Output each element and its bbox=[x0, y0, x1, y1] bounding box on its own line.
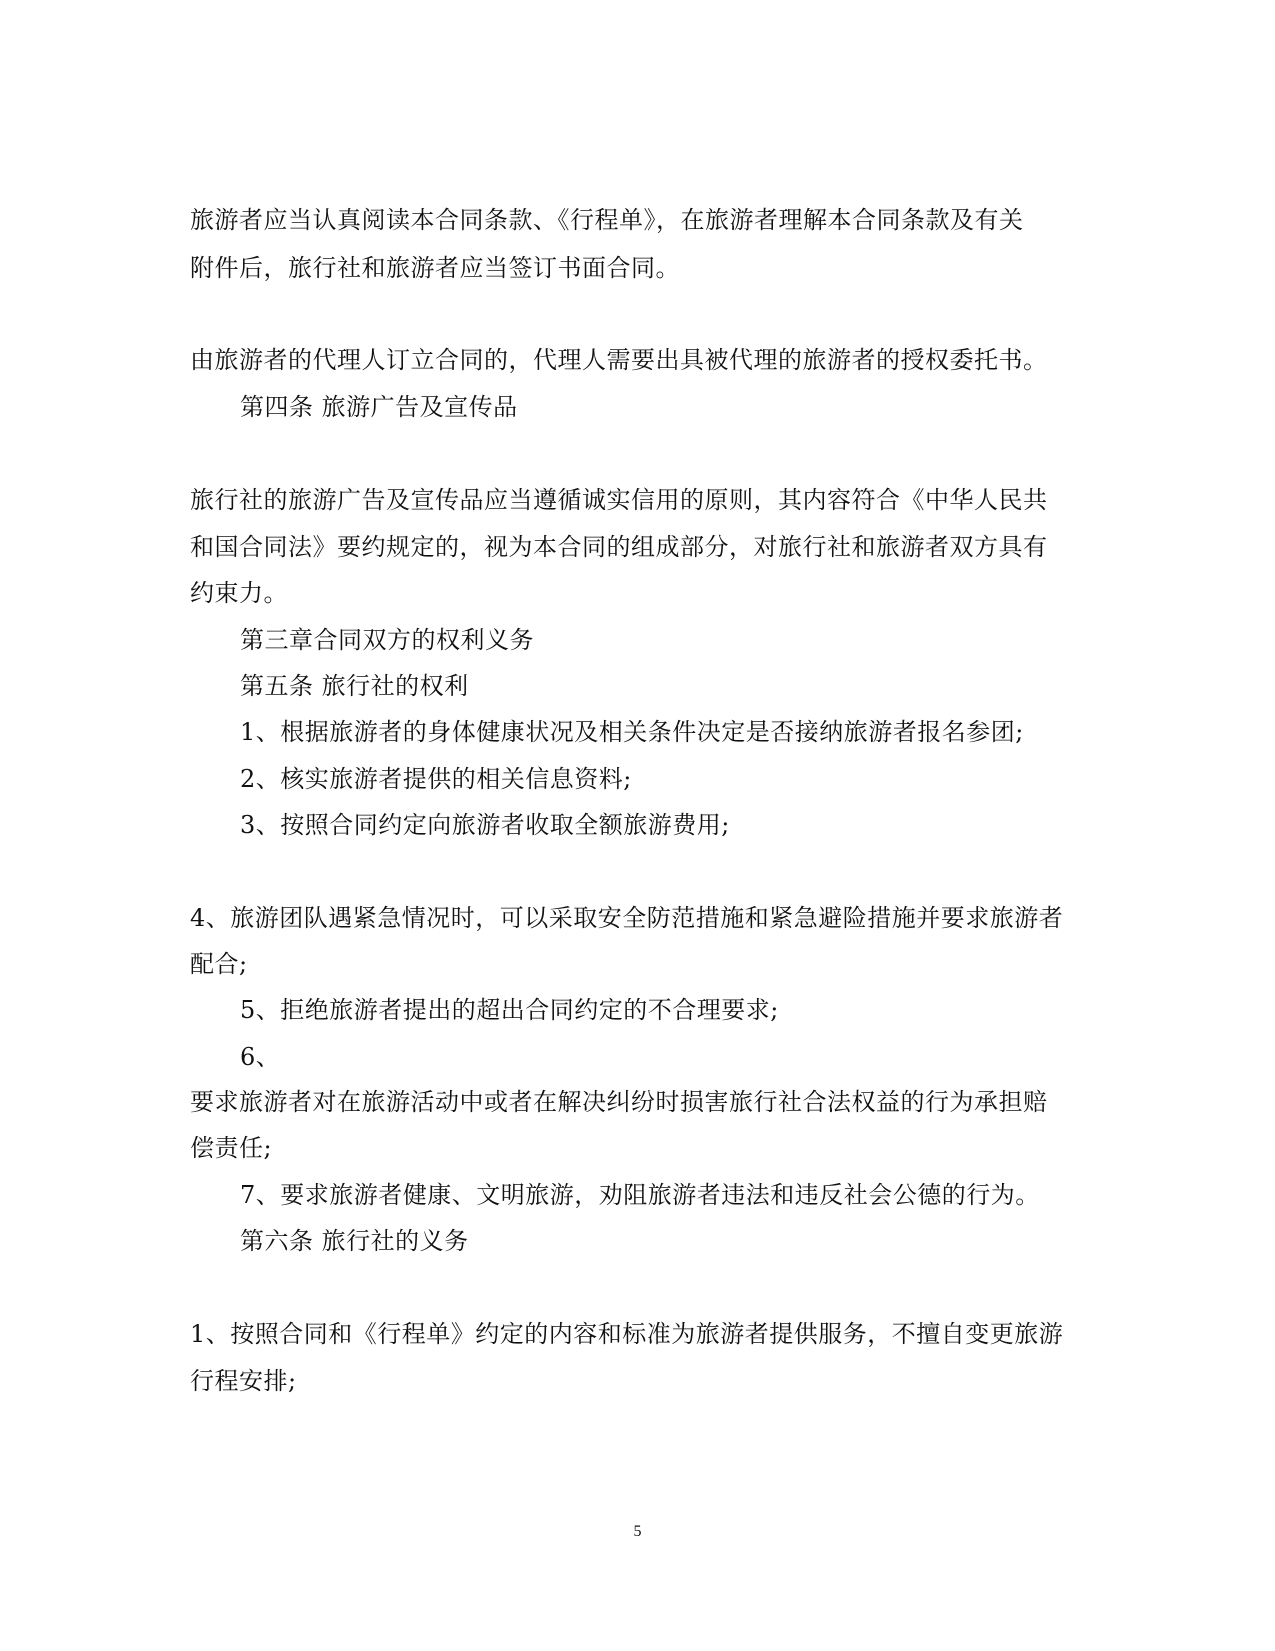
article-heading: 第四条 旅游广告及宣传品 bbox=[240, 393, 518, 421]
paragraph-line: 由旅游者的代理人订立合同的，代理人需要出具被代理的旅游者的授权委托书。 bbox=[190, 346, 1048, 374]
list-item: 3、按照合同约定向旅游者收取全额旅游费用; bbox=[240, 811, 730, 839]
list-item: 5、拒绝旅游者提出的超出合同约定的不合理要求; bbox=[240, 996, 779, 1024]
chapter-heading: 第三章合同双方的权利义务 bbox=[240, 626, 534, 654]
list-item: 1、按照合同和《行程单》约定的内容和标准为旅游者提供服务，不擅自变更旅游 bbox=[190, 1320, 1064, 1348]
list-item-continuation: 偿责任; bbox=[190, 1134, 273, 1162]
page-number: 5 bbox=[633, 1523, 642, 1540]
list-item-continuation: 行程安排; bbox=[190, 1367, 297, 1395]
paragraph-line: 旅行社的旅游广告及宣传品应当遵循诚实信用的原则，其内容符合《中华人民共 bbox=[190, 486, 1048, 514]
article-heading: 第六条 旅行社的义务 bbox=[240, 1227, 469, 1255]
paragraph-line: 约束力。 bbox=[190, 579, 288, 607]
list-item-continuation: 配合; bbox=[190, 950, 248, 978]
paragraph-line: 旅游者应当认真阅读本合同条款、《行程单》，在旅游者理解本合同条款及有关 bbox=[190, 206, 1024, 234]
list-item: 1、根据旅游者的身体健康状况及相关条件决定是否接纳旅游者报名参团; bbox=[240, 718, 1024, 746]
list-item: 7、要求旅游者健康、文明旅游，劝阻旅游者违法和违反社会公德的行为。 bbox=[240, 1181, 1040, 1209]
list-item-continuation: 要求旅游者对在旅游活动中或者在解决纠纷时损害旅行社合法权益的行为承担赔 bbox=[190, 1088, 1048, 1116]
article-heading: 第五条 旅行社的权利 bbox=[240, 672, 469, 700]
paragraph-line: 和国合同法》要约规定的，视为本合同的组成部分，对旅行社和旅游者双方具有 bbox=[190, 533, 1048, 561]
paragraph-line: 附件后，旅行社和旅游者应当签订书面合同。 bbox=[190, 254, 680, 282]
list-item-number: 6、 bbox=[240, 1043, 281, 1071]
list-item: 2、核实旅游者提供的相关信息资料; bbox=[240, 765, 632, 793]
list-item: 4、旅游团队遇紧急情况时，可以采取安全防范措施和紧急避险措施并要求旅游者 bbox=[190, 904, 1064, 932]
